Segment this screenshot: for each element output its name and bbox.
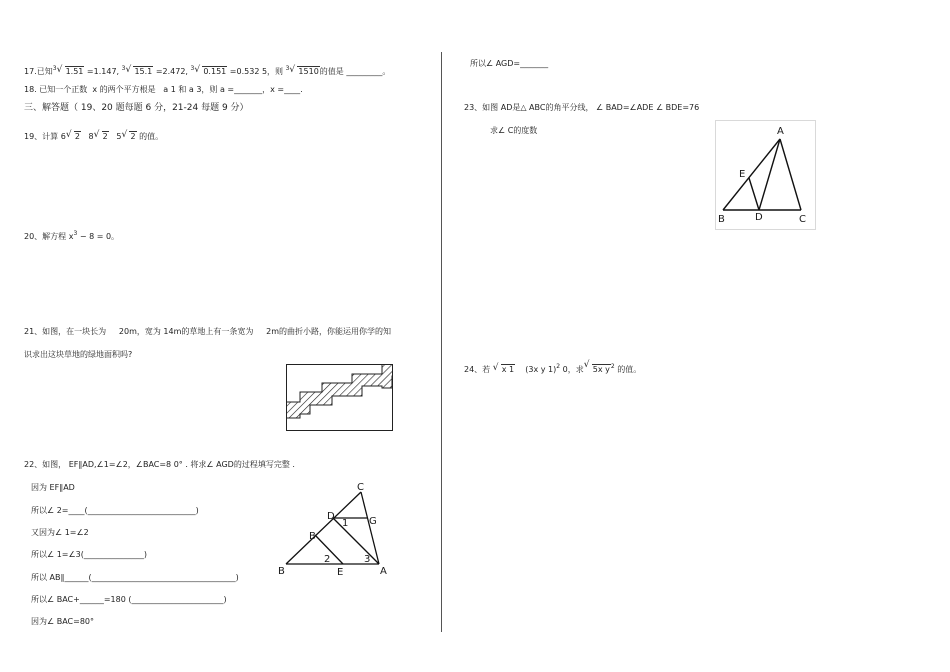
q22-figure	[276, 478, 396, 582]
cube-root: √ 15.1	[125, 66, 153, 77]
question-23-stem: 23、如图 AD是△ ABC的角平分线， ∠ BAD=∠ADE ∠ BDE=76	[464, 103, 700, 112]
question-20: 20、解方程 $x^3 - 8 = 0$。	[24, 230, 120, 241]
q22-step-2: 所以∠ 2=____(___________________________)	[31, 506, 199, 515]
label-angle-2: 2	[324, 554, 331, 565]
question-21-line2: 识求出这块草地的绿地面积吗?	[24, 350, 133, 359]
label-E: E	[739, 169, 746, 180]
label-A: A	[380, 566, 387, 577]
label-F: E	[337, 567, 344, 578]
cube-root: √ 1.51	[57, 66, 85, 77]
label-D: D	[327, 511, 335, 522]
label-B: B	[278, 566, 285, 577]
square-root: √ 2	[94, 131, 109, 142]
q22-step-5: 所以 AB∥______(____________________________________)	[31, 573, 239, 582]
label-angle-3: 3	[364, 554, 371, 565]
q23-figure	[715, 120, 816, 230]
q21-figure	[286, 364, 394, 432]
question-17: 17.已知$^3$√ 1.51 =1.147, $^3$√ 15.1 =2.472, $^3$√ 0.151 =0.532 5，则 $^3$√ 1510的值是 _________。	[24, 63, 390, 77]
section-heading: 三、解答题（ 19、20 题每题 6 分，21-24 每题 9 分）	[24, 103, 249, 113]
label-C: C	[799, 214, 806, 225]
column-divider	[441, 52, 442, 632]
zigzag-path	[287, 365, 393, 419]
q22-step-4: 所以∠ 1=∠3(_______________)	[31, 550, 148, 559]
label-B: B	[718, 214, 725, 225]
label-angle-1: 1	[342, 518, 349, 529]
square-root: √ 2	[121, 131, 136, 142]
q22-step-6: 所以∠ BAC+______=180 (_______________________)	[31, 595, 227, 604]
question-23-ask: 求∠ C的度数	[490, 126, 538, 135]
question-22-stem: 22、如图， EF∥AD,∠1=∠2，∠BAC=8 0° . 将求∠ AGD的过程填写完整 .	[24, 460, 295, 469]
label-C: C	[357, 482, 364, 493]
question-19: 19、计算 6√ 2 8√ 2 5√ 2 的值。	[24, 131, 163, 142]
square-root: √ 2	[66, 131, 81, 142]
q22-step-3: 又因为∠ 1=∠2	[31, 528, 89, 537]
square-root: √ 5x $y^2$	[584, 361, 615, 375]
q22-step-7: 因为∠ BAC=80°	[31, 617, 95, 626]
label-D: D	[755, 212, 763, 223]
label-G: G	[369, 516, 377, 527]
cube-root: √ 0.151	[194, 66, 227, 77]
question-18: 18. 已知一个正数 x 的两个平方根是 a 1 和 a 3，则 a =_______，x =____.	[24, 85, 303, 94]
label-A: A	[777, 126, 784, 137]
cube-root: √ 1510	[289, 66, 319, 77]
square-root: √ x 1	[493, 364, 515, 375]
question-21-line1: 21、如图，在一块长为 20m，宽为 14m的草地上有一条宽为 2m的曲折小路，你能运用你学的知	[24, 327, 392, 336]
question-24: 24、若 √ x 1 (3x y 1)$^2$ 0，求√ 5x $y^2$ 的值。	[464, 361, 641, 375]
agd-line: 所以∠ AGD=_______	[470, 59, 549, 68]
q22-step-1: 因为 EF∥AD	[31, 483, 75, 492]
label-E-point: B	[309, 531, 316, 542]
